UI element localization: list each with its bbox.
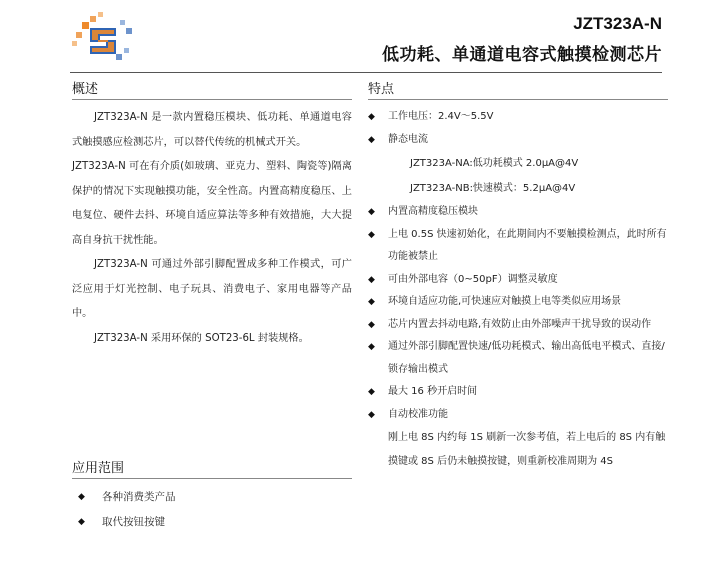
right-column [368, 78, 668, 474]
application-text: 取代按钮按键 [102, 516, 165, 528]
diamond-bullet-icon: ◆ [78, 517, 85, 527]
company-logo [72, 10, 134, 62]
feature-text: 内置高精度稳压模块 [388, 206, 478, 217]
overview-paragraph: JZT323A-N 可通过外部引脚配置成多种工作模式，可广泛应用于灯光控制、电子玩具、消费电子、家用电器等产品中。 [72, 259, 352, 319]
diamond-bullet-icon: ◆ [78, 492, 85, 502]
feature-text: 可由外部电容（0~50pF）调整灵敏度 [388, 273, 558, 285]
feature-item [368, 269, 668, 292]
feature-subitem: JZT323A-NB:快速模式：5.2μA@4V [410, 183, 576, 194]
diamond-bullet-icon: ◆ [368, 409, 375, 420]
overview-paragraph: JZT323A-N 可在有介质(如玻璃、亚克力、塑料、陶瓷等)隔离保护的情况下实现触摸功能，安全性高。内置高精度稳压、上电复位、硬件去抖、环境自适应算法等多种有效措施，大大提高自身抗干扰性能。 [72, 161, 352, 246]
overview-paragraph: JZT323A-N 是一款内置稳压模块、低功耗、单通道电容式触摸感应检测芯片，可以替代传统的机械式开关。 [72, 112, 352, 148]
diamond-bullet-icon: ◆ [368, 112, 375, 122]
feature-item [368, 291, 668, 314]
left-column [72, 78, 352, 535]
features-heading: 特点 [368, 78, 668, 100]
feature-text: 通过外部引脚配置快速/低功耗模式、输出高低电平模式、直接/锁存输出模式 [388, 341, 665, 375]
feature-item [368, 224, 668, 269]
title-divider [70, 72, 662, 73]
application-item [78, 510, 352, 535]
feature-text: 最大 16 秒开启时间 [388, 386, 478, 397]
feature-item [368, 201, 668, 224]
diamond-bullet-icon: ◆ [368, 319, 375, 330]
diamond-bullet-icon: ◆ [368, 342, 375, 352]
applications-heading: 应用范围 [72, 457, 352, 479]
application-text: 各种消费类产品 [102, 491, 176, 503]
feature-item [368, 129, 668, 152]
feature-item [368, 404, 668, 427]
feature-subitem: JZT323A-NA:低功耗模式 2.0μA@4V [410, 158, 579, 169]
part-number: JZT323A-N [573, 14, 662, 33]
feature-text: 自动校准功能 [388, 408, 448, 420]
overview-heading: 概述 [72, 78, 352, 100]
applications-list [72, 485, 352, 535]
diamond-bullet-icon: ◆ [368, 134, 375, 145]
diamond-bullet-icon: ◆ [368, 274, 375, 285]
calibration-note: 刚上电 8S 内约每 1S 刷新一次参考值，若上电后的 8S 内有触摸键或 8S 后仍未触摸按键，则重新校准周期为 4S [388, 432, 666, 467]
diamond-bullet-icon: ◆ [368, 229, 375, 240]
diamond-bullet-icon: ◆ [368, 297, 375, 307]
feature-text: 静态电流 [388, 133, 428, 145]
feature-item [368, 314, 668, 337]
features-list [368, 106, 668, 426]
feature-item [368, 336, 668, 381]
feature-text: 工作电压：2.4V～5.5V [388, 111, 494, 122]
diamond-bullet-icon: ◆ [368, 207, 375, 217]
diamond-bullet-icon: ◆ [368, 387, 375, 397]
application-item [78, 485, 352, 510]
feature-item [368, 381, 668, 404]
overview-paragraph: JZT323A-N 采用环保的 SOT23-6L 封装规格。 [94, 332, 309, 344]
feature-item [368, 106, 668, 129]
document-title: 低功耗、单通道电容式触摸检测芯片 [382, 45, 662, 65]
feature-text: 上电 0.5S 快速初始化，在此期间内不要触摸检测点，此时所有功能被禁止 [388, 228, 667, 262]
feature-text: 芯片内置去抖动电路,有效防止由外部噪声干扰导致的误动作 [388, 318, 652, 330]
feature-text: 环境自适应功能,可快速应对触摸上电等类似应用场景 [388, 296, 622, 307]
